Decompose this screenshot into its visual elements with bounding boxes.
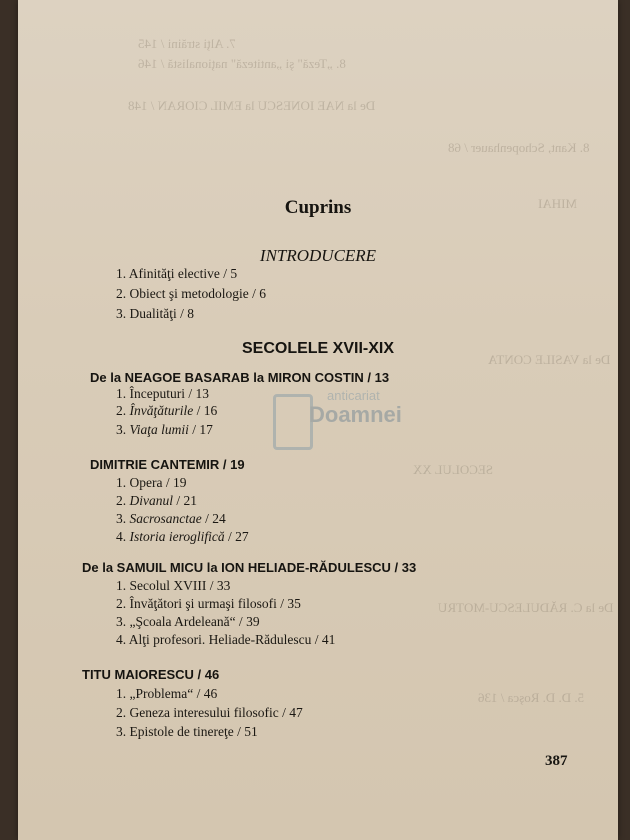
toc-item: 1. Secolul XVIII / 33 (116, 578, 231, 593)
toc-item: 1. „Problema“ / 46 (116, 686, 218, 701)
toc-item: 4. Istoria ieroglifică / 27 (116, 529, 249, 544)
toc-item: 1. Opera / 19 (116, 475, 187, 490)
book-icon (273, 394, 313, 450)
section-introducere: INTRODUCERE (259, 246, 377, 265)
toc-item: 3. Viaţa lumii / 17 (116, 422, 213, 437)
toc-item: 2. Divanul / 21 (116, 493, 198, 508)
watermark-logo: anticariat Doamnei (273, 388, 423, 458)
toc-item: 2. Obiect şi metodologie / 6 (116, 286, 266, 301)
toc-item: 3. „Şcoala Ardeleană“ / 39 (116, 614, 260, 629)
chapter-heading: TITU MAIORESCU / 46 (82, 667, 220, 682)
toc-item: 2. Învăţăturile / 16 (116, 403, 218, 418)
toc-item: 1. Afinităţi elective / 5 (116, 266, 238, 281)
chapter-heading: DIMITRIE CANTEMIR / 19 (90, 457, 245, 472)
toc-item: 3. Epistole de tinereţe / 51 (116, 724, 258, 739)
page-title: Cuprins (284, 197, 352, 218)
toc-item: 2. Geneza interesului filosofic / 47 (116, 705, 303, 720)
toc-item: 3. Dualităţi / 8 (116, 306, 194, 321)
toc-item: 1. Începuturi / 13 (116, 386, 209, 401)
book-page: 7. Alţi străini / 145 8. „Teză" şi „antiteză" naţionalistă / 146 De la NAE IONESCU la EMIL CIORAN / 148 8. Kant, Schopenhauer / 68 MIHAI De la VASILE CONTA SECOLUL XX De la C. RĂDULESCU-MOTRU 5. D. D. Roşca / 136 anticariat Doamnei Cuprins INTRODUCERE 1. Afinităţi elective / 5 2. Obiect şi metodologie / 6 3. Dualităţi / 8 SECOLELE XVII-XIX De la NEAGOE BASARAB la MIRON COSTIN / 13 1. Începuturi / 13 2. Învăţăturile / 16 3. Viaţa lumii / 17 DIMITRIE CANTEMIR / 19 1. Opera / 19 2. Divanul / 21 3. Sacrosanctae / 24 4. Istoria ieroglifică / 27 De la SAMUIL MICU la ION HELIADE-RĂDULESCU / 33 1. Secolul XVIII / 33 2. Învăţători şi urmaşi filosofi / 35 3. „Şcoala Ardeleană“ / 39 4. Alţi profesori. Heliade-Rădulescu / 41 TITU MAIORESCU / 46 1. „Problema“ / 46 2. Geneza interesului filosofic / 47 3. Epistole de tinereţe / 51 387 (18, 0, 618, 840)
toc-item: 4. Alţi profesori. Heliade-Rădulescu / 41 (116, 632, 336, 647)
section-secolele: SECOLELE XVII-XIX (241, 340, 395, 357)
toc-item: 2. Învăţători şi urmaşi filosofi / 35 (116, 596, 301, 611)
chapter-heading: De la SAMUIL MICU la ION HELIADE-RĂDULESCU / 33 (82, 560, 417, 575)
chapter-heading: De la NEAGOE BASARAB la MIRON COSTIN / 13 (90, 370, 390, 385)
page-number: 387 (545, 753, 568, 769)
toc-item: 3. Sacrosanctae / 24 (116, 511, 226, 526)
